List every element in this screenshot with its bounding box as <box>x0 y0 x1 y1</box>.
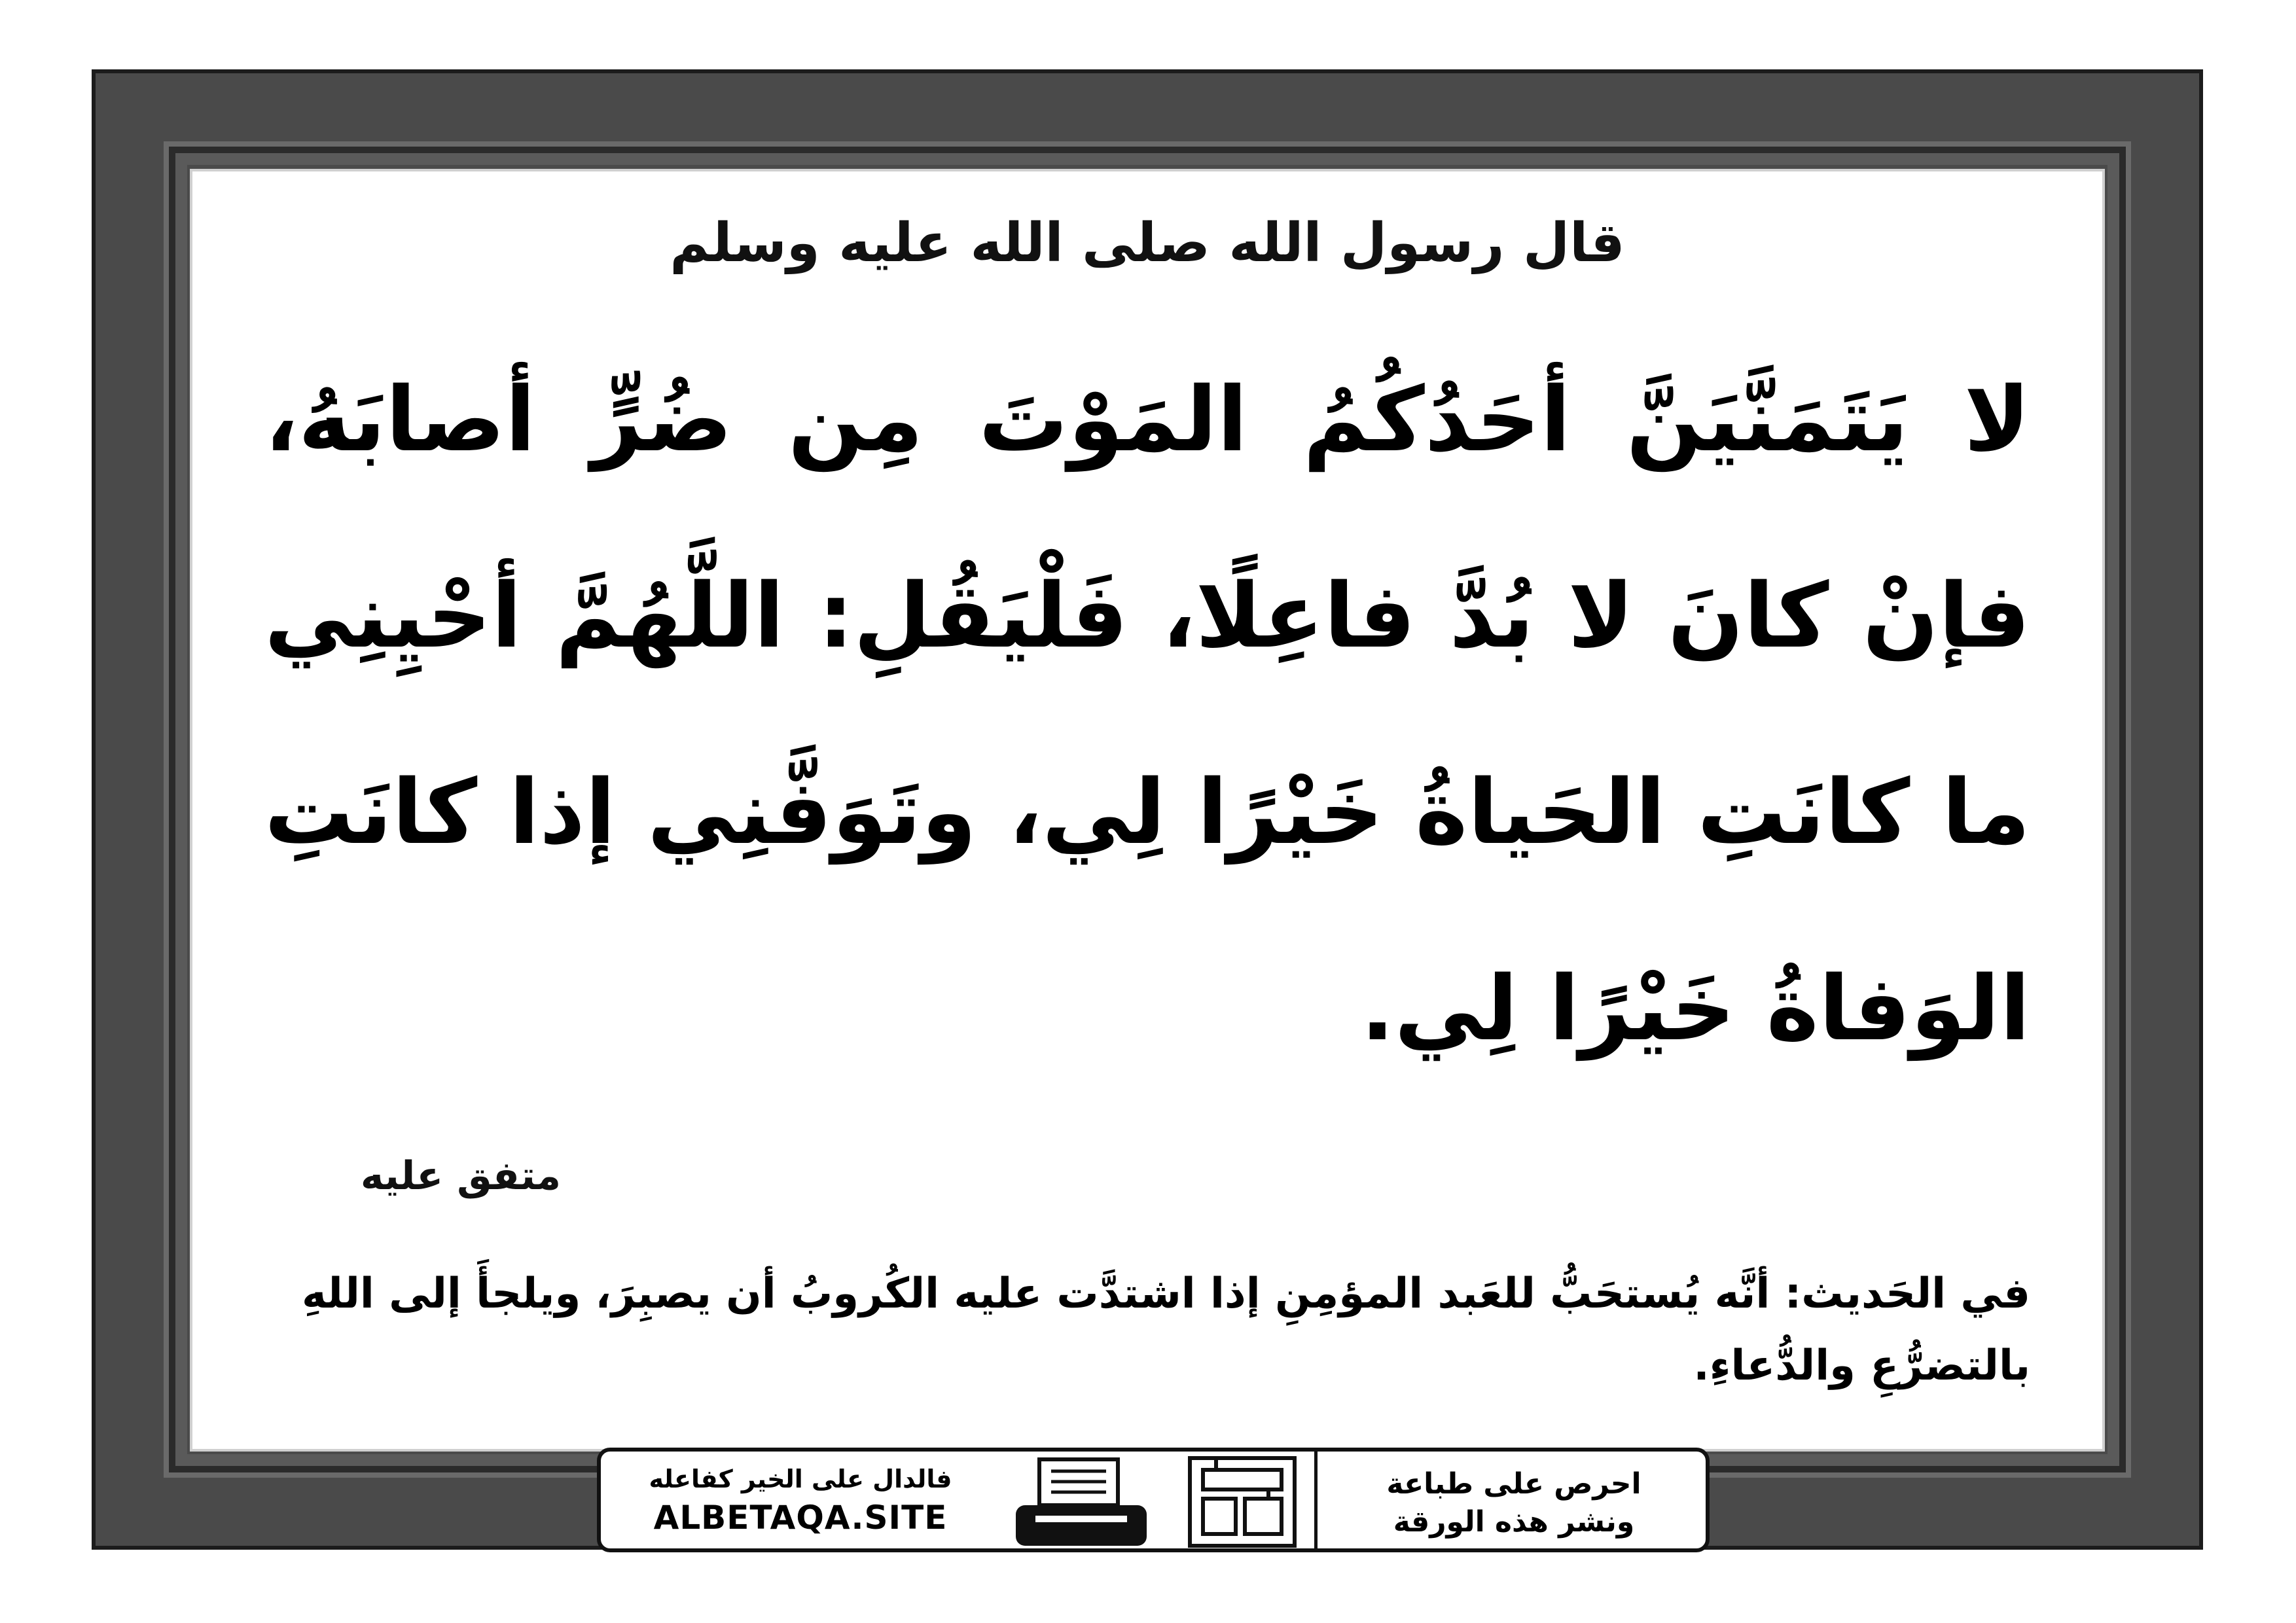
hadith-text: لا يَتَمَنَّيَنَّ أحَدُكُمُ المَوْتَ مِن ضُرٍّ أصابَهُ، فإنْ كانَ لا بُدَّ فاعِلًا، فَلْيَقُلِ: اللَّهُمَّ أحْيِنِي ما كانَتِ الحَياةُ خَيْرًا لِي، وتَوَفَّنِي إذا كانَتِ الوَفاةُ خَيْرًا لِي. <box>264 368 2030 1061</box>
footer-site-block <box>601 1452 1000 1548</box>
footer-notice-line1: احرص على طباعة <box>1386 1467 1641 1501</box>
footer-bar <box>597 1448 1710 1552</box>
footer-motto: فالدال على الخير كفاعله <box>649 1465 952 1493</box>
footer-site-link[interactable]: ALBETAQA.SITE <box>653 1499 948 1537</box>
footer-notice-line2: ونشر هذه الورقة <box>1393 1505 1635 1539</box>
hadith-source: متفق عليه <box>360 1153 562 1199</box>
hadith-explanation: في الحَديث: أنَّه يُستحَبُّ للعَبد المؤمِنِ إذا اشتدَّت عليه الكُروبُ أن يصبِرَ، ويلجأَ إلى اللهِ بالتضرُّعِ والدُّعاءِ. <box>301 1270 2030 1390</box>
hadith-attribution: قال رسول الله صلى الله عليه وسلم <box>670 212 1625 274</box>
printer-icon <box>1007 1452 1157 1548</box>
footer-print-notice <box>1314 1452 1710 1548</box>
content-panel <box>190 169 2105 1452</box>
footer-logo <box>1177 1452 1308 1548</box>
